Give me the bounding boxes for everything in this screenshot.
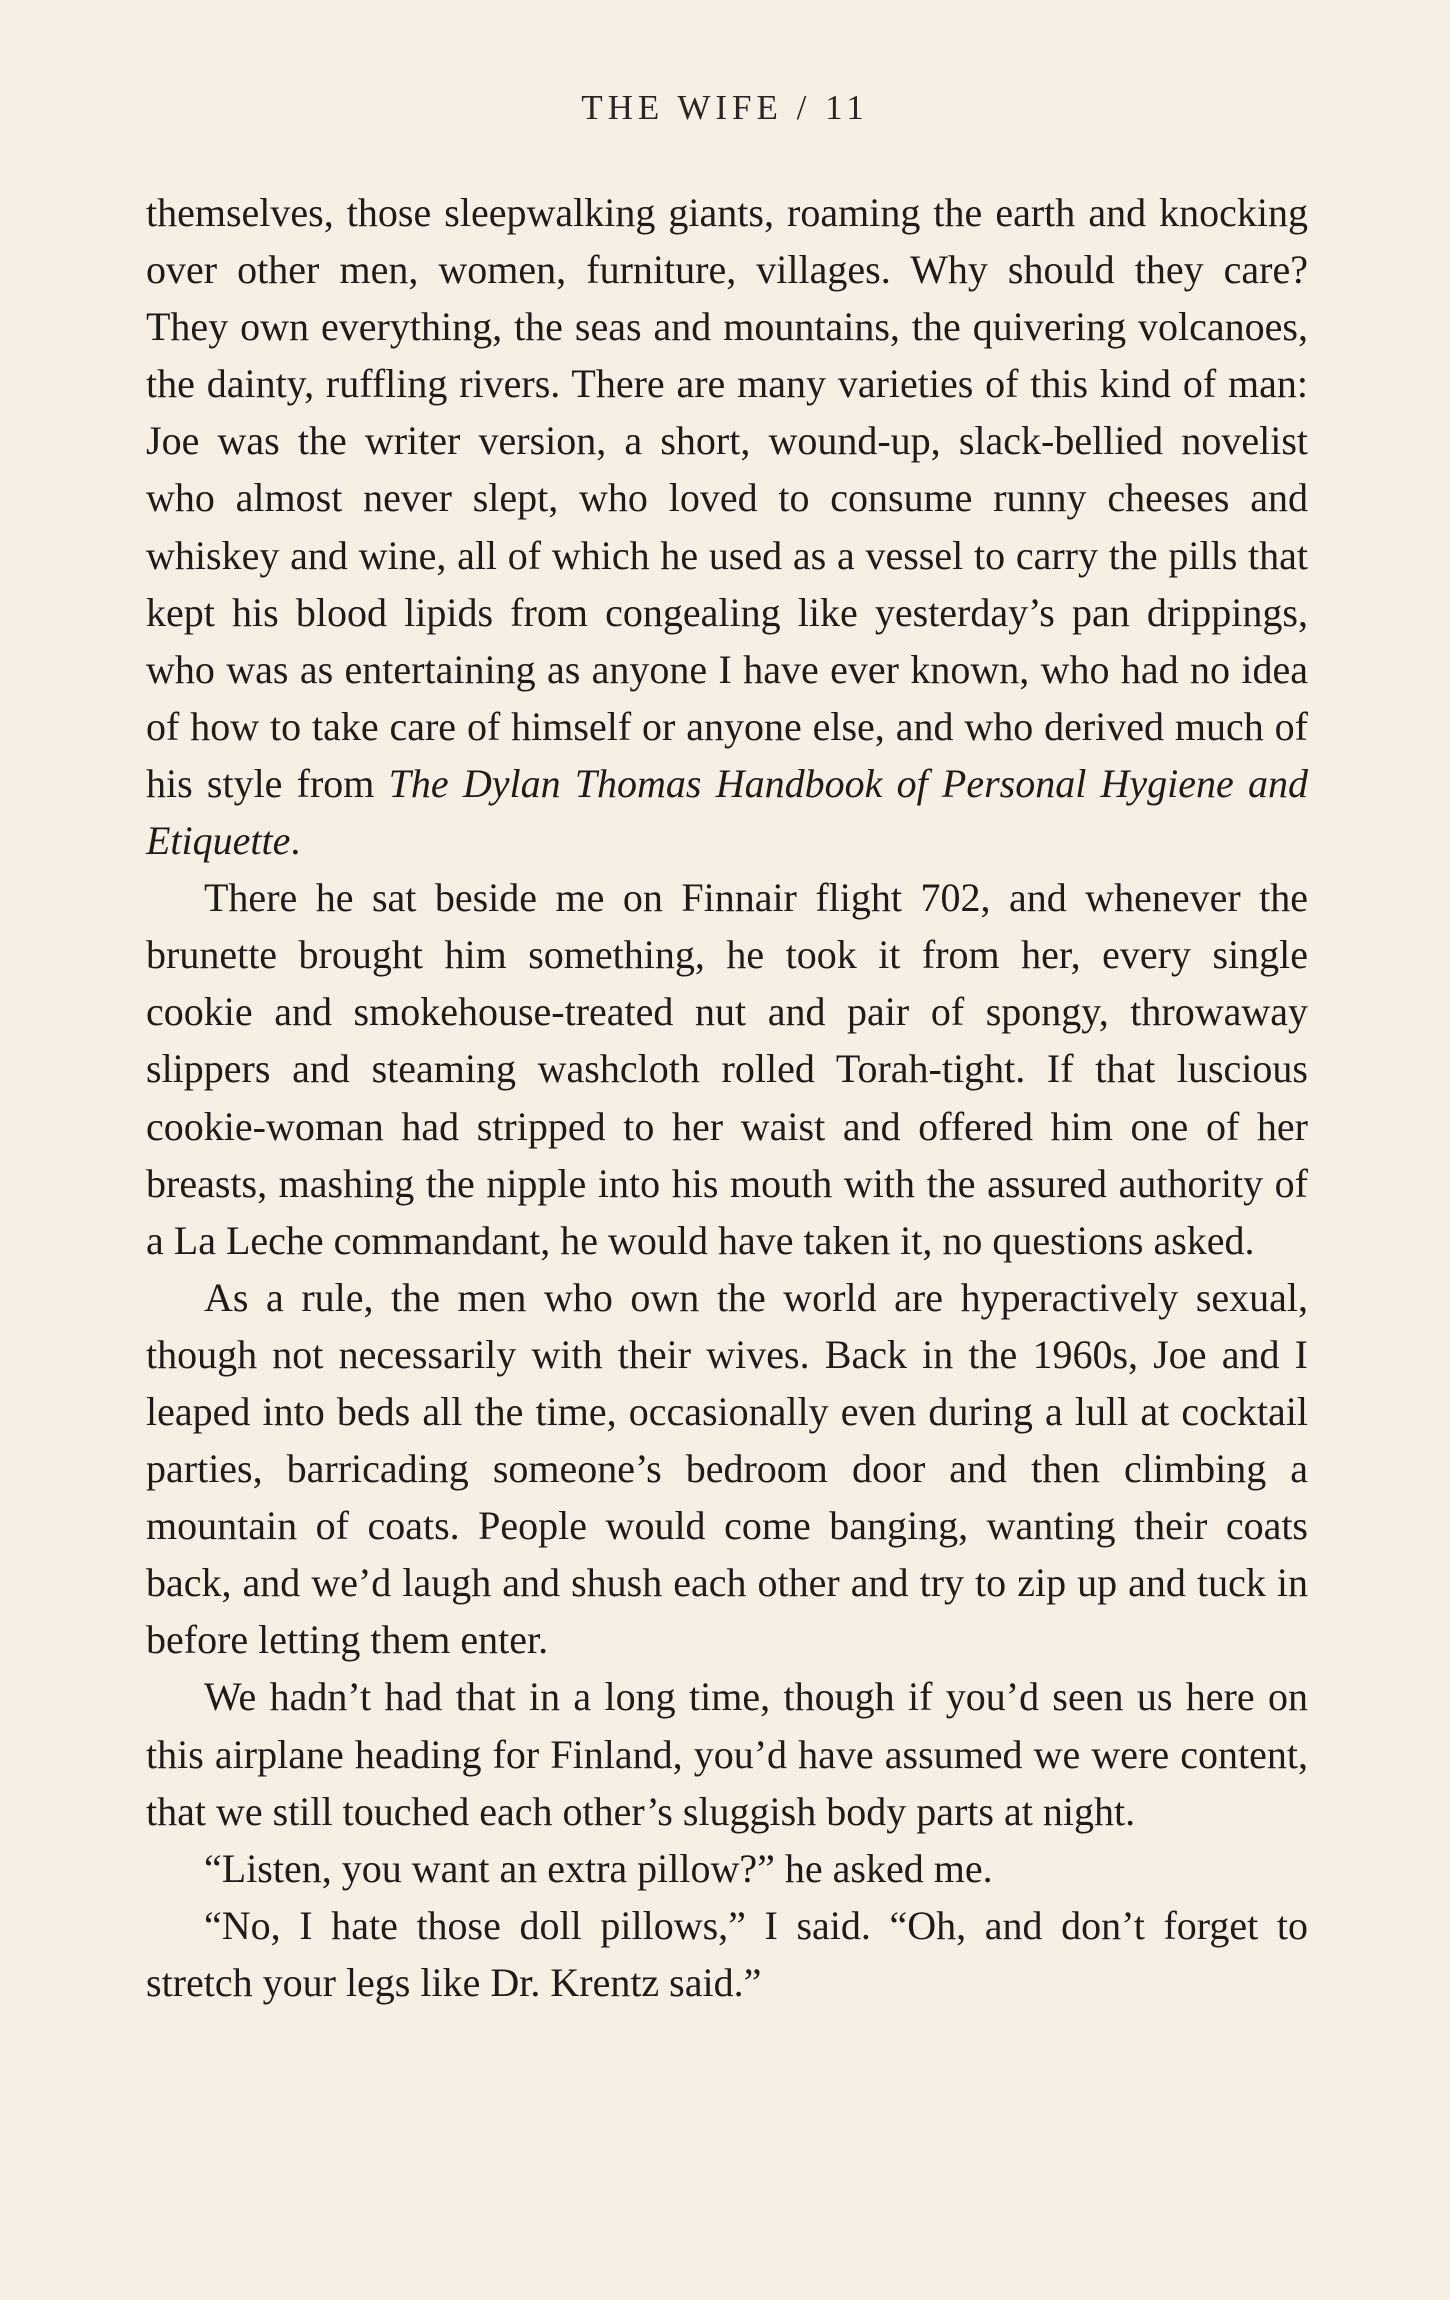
running-header: THE WIFE / 11 xyxy=(581,88,869,127)
paragraph-2: There he sat beside me on Finnair flight 702, and whenever the brunette brought him something, he took it from her, every single cookie and smokehouse-treated nut and pair of spongy, throwaway slippers and steaming washcloth rolled Torah-tight. If that luscious cookie-woman had stripped to her waist and offered him one of her breasts, mashing the nipple into his mouth with the assured authority of a La Leche commandant, he would have taken it, no questions asked. xyxy=(146,875,1308,1263)
book-title-italic: The Dylan Thomas Handbook of Personal Hygiene and Etiquette xyxy=(146,760,1309,864)
paragraph-3: As a rule, the men who own the world are hyperactively sexual, though not necessarily with their wives. Back in the 1960s, Joe and I leaped into beds all the time, occasionally even during a lull at cocktail parties, barricading someone’s bedroom door and then climbing a mountain of coats. People would come banging, wanting their coats back, and we’d laugh and shush each other and try to zip up and tuck in before letting them enter. xyxy=(146,1274,1308,1663)
paragraph-1-end: . xyxy=(290,818,301,864)
paragraph-1-text: themselves, those sleepwalking giants, roaming the earth and knocking over other men, women, furniture, villages. Why should they care? They own everything, the seas and mountains, the quivering volcanoes, the dainty, ruffling rivers. There are many varieties of this kind of man: Joe was the writer version, a short, wound-up, slack-bellied novelist who almost never slept, who loved to consume runny cheeses and whiskey and wine, all of which he used as a vessel to carry the pills that kept his blood lipids from congealing like yesterday’s pan drippings, who was as entertaining as anyone I have ever known, who had no idea of how to take care of himself or anyone else, and who derived much of his style from xyxy=(146,190,1308,806)
paragraph-4: We hadn’t had that in a long time, though if you’d seen us here on this airplane heading for Finland, you’d have assumed we were content, that we still touched each other’s sluggish body parts at night. xyxy=(146,1674,1308,1834)
paragraph-1 xyxy=(146,184,1308,869)
body-text xyxy=(146,184,1308,2011)
paragraph-5: “Listen, you want an extra pillow?” he asked me. xyxy=(204,1845,993,1891)
paragraph-6: “No, I hate those doll pillows,” I said. “Oh, and don’t forget to stretch your legs like Dr. Krentz said.” xyxy=(146,1902,1308,2005)
